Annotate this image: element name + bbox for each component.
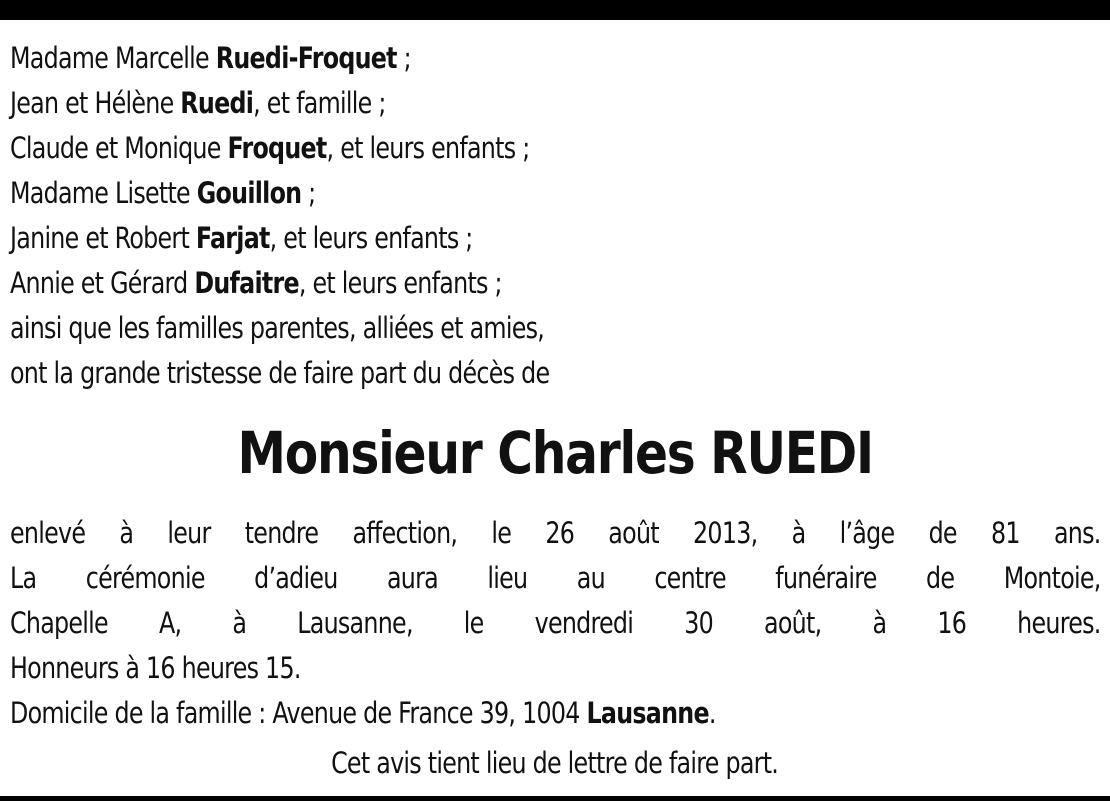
deceased-name: Monsieur Charles RUEDI xyxy=(237,419,873,487)
ceremony-details xyxy=(10,511,1100,736)
footer-note: Cet avis tient lieu de lettre de faire part. xyxy=(331,746,779,780)
closing-line: ont la grande tristesse de faire part du décès de xyxy=(10,356,550,390)
family-surname: Froquet xyxy=(227,131,327,165)
family-line: Jean et Hélène Ruedi, et famille ; xyxy=(10,86,386,120)
bottom-border xyxy=(0,796,1110,801)
family-line: Madame Lisette Gouillon ; xyxy=(10,176,316,210)
family-surname: Dufaitre xyxy=(194,266,299,300)
detail-line: enlevé à leur tendre affection, le 26 août 2013, à l’âge de 81 ans. xyxy=(10,516,1101,550)
domicile-line: Domicile de la famille : Avenue de France 39, 1004 Lausanne. xyxy=(10,696,716,730)
family-surname: Ruedi-Froquet xyxy=(215,41,397,75)
family-list xyxy=(10,36,1100,396)
detail-line: La cérémonie d’adieu aura lieu au centre funéraire de Montoie, xyxy=(10,561,1101,595)
detail-line: Chapelle A, à Lausanne, le vendredi 30 août, à 16 heures. xyxy=(10,606,1101,640)
honneurs-line: Honneurs à 16 heures 15. xyxy=(10,651,301,685)
family-surname: Ruedi xyxy=(180,86,254,120)
closing-line: ainsi que les familles parentes, alliées et amies, xyxy=(10,311,545,345)
family-surname: Farjat xyxy=(195,221,270,255)
family-line: Annie et Gérard Dufaitre, et leurs enfants ; xyxy=(10,266,502,300)
top-border xyxy=(0,0,1110,20)
family-line: Janine et Robert Farjat, et leurs enfants ; xyxy=(10,221,473,255)
family-surname: Gouillon xyxy=(196,176,302,210)
family-line: Claude et Monique Froquet, et leurs enfants ; xyxy=(10,131,530,165)
family-line: Madame Marcelle Ruedi-Froquet ; xyxy=(10,41,411,75)
domicile-city: Lausanne xyxy=(586,696,709,730)
